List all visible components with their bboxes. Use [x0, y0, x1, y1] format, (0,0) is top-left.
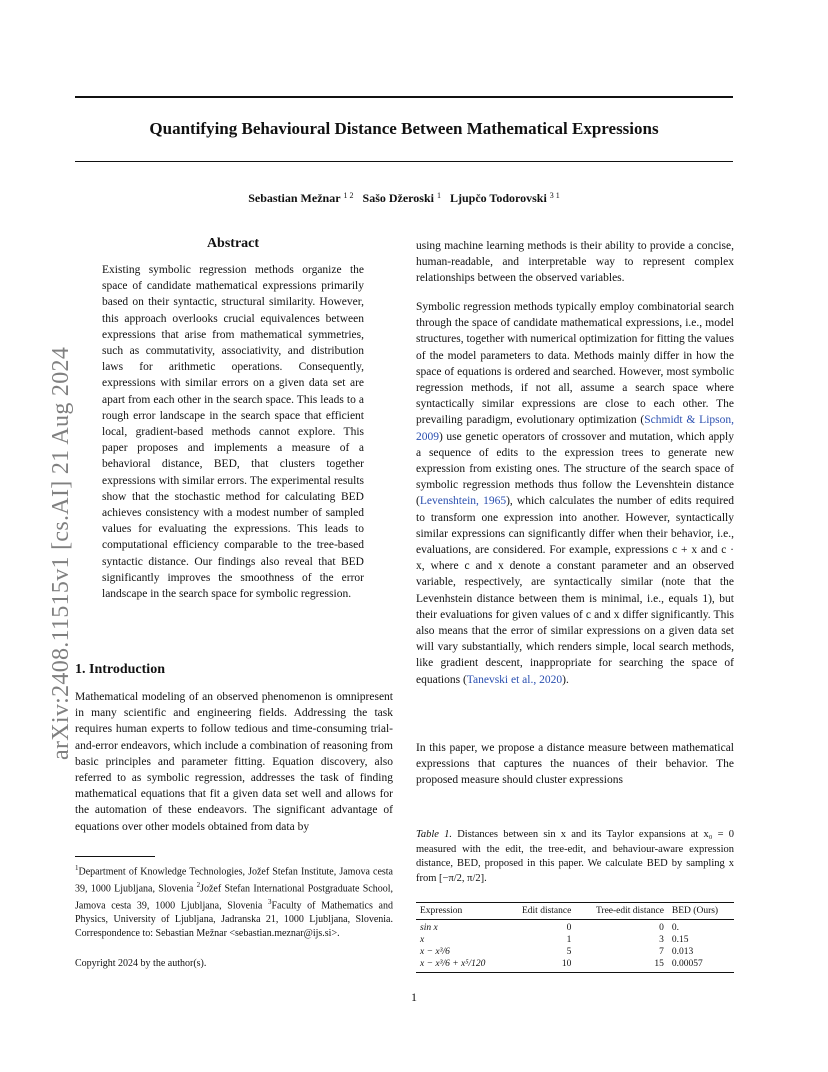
- title-rule-bottom: [75, 161, 733, 162]
- tree-edit-distance-cell: 15: [575, 958, 668, 973]
- edit-distance-cell: 0: [566, 923, 572, 933]
- expression-cell: x: [420, 935, 425, 945]
- edit-distance-cell: 1: [566, 935, 572, 945]
- affiliation-3: Faculty of Mathematics and Physics, University of Ljubljana, Jadranska 21, 1000 Ljubljana, Slovenia. Correspondence to: Sebastian Mežnar <sebastian.meznar@ijs.si>.: [75, 900, 393, 940]
- tree-edit-distance-cell: 0: [659, 923, 664, 933]
- table-header-row: [416, 903, 734, 920]
- right-column-paragraph-1: using machine learning methods is their ability to provide a concise, human-readable, and interpretable way to represent complex relationships between the observed variables.: [416, 240, 734, 285]
- abstract-text: Existing symbolic regression methods organize the space of candidate mathematical expressions primarily based on their syntactic, structural similarity. However, this approach overlooks crucial equivalences between expressions that arise from mathematical symmetries, such as commutativity, associativity, and distribution laws for arithmetic operations. Consequently, expressions with similar errors on a given data set are apart from each other in the search space. This leads to a rough error landscape in the search space that efficient local, gradient-based methods cannot explore. This paper proposes and implements a measure of a behavioral distance, BED, that clusters together expressions with similar errors. The experimental results show that the stochastic method for calculating BED achieves consistency with a modest number of sampled values for evaluating the expressions. This leads to computational efficiency comparable to the tree-based syntactic distance. Our findings also reveal that BED significantly improves the smoothness of the error landscape in the search space for symbolic regression.: [102, 264, 364, 601]
- footnote-marker: 2: [196, 881, 201, 890]
- footnote-rule: [75, 856, 155, 857]
- citation-link[interactable]: Tanevski et al., 2020: [466, 673, 563, 686]
- citation-link[interactable]: Schmidt & Lipson, 2009: [416, 414, 734, 443]
- paragraph-text: ).: [562, 673, 569, 686]
- author-affiliation: 1: [436, 191, 441, 200]
- bed-cell: 0.00057: [668, 958, 734, 973]
- author-list: [75, 191, 733, 206]
- arxiv-identifier-stamp: arXiv:2408.11515v1 [cs.AI] 21 Aug 2024: [48, 346, 74, 760]
- table-caption-text: Distances between sin x and its Taylor expansions at x₀ = 0 measured with the edit, the tree-edit, and behaviour-aware expression distance, BED, proposed in this paper. We calculate BED by sampling x from [−π/2, π/2].: [416, 829, 734, 884]
- paragraph-text: ), which calculates the number of edits required to transform one expression into another. However, syntactically similar expressions can significantly differ when their behavior, i.e., evaluations, are considered. For example, expressions c + x and c · x, where c and x denote a constant parameter and an observed variable, respectively, are syntactically similar (note that the Levenhstein distance between them is minimal, i.e., equals 1), but their evaluations for given values of c and x differ significantly. This also means that the error of similar expressions on a given data set will vary substantially, which renders simple, local search methods, like gradient descent, inappropriate for searching the space of equations (: [416, 495, 735, 686]
- table-row: [416, 920, 734, 935]
- paragraph-text: Symbolic regression methods typically employ combinatorial search through the space of candidate mathematical expressions, i.e., model structures, together with numerical optimization for fitting the values of the model parameters to data. Methods mainly differ in how the space of equations is ordered and searched. However, most symbolic regression methods, if not all, assume a search space where syntactically similar expressions are close to each other. The prevailing paradigm, evolutionary optimization (: [416, 301, 734, 427]
- affiliation-1: Department of Knowledge Technologies, Jožef Stefan Institute, Jamova cesta 39, 1000 Ljubljana, Slovenia: [75, 866, 393, 895]
- edit-distance-cell: 5: [566, 947, 572, 957]
- copyright-notice: Copyright 2024 by the author(s).: [75, 958, 207, 969]
- abstract-heading: Abstract: [206, 236, 260, 251]
- expression-cell: sin x: [420, 923, 438, 933]
- table-row: [416, 958, 734, 973]
- column-header: Expression: [416, 903, 505, 920]
- affiliation-2: Jožef Stefan International Postgraduate School, Jamova cesta 39, 1000 Ljubljana, Slovenia: [75, 883, 393, 912]
- affiliations-footnote: [75, 862, 393, 941]
- bed-cell: 0.013: [671, 947, 694, 957]
- edit-distance-cell: 10: [505, 958, 575, 973]
- author-name: Sašo Džeroski: [362, 191, 434, 205]
- tree-edit-distance-cell: 7: [659, 947, 664, 957]
- page-number: 1: [411, 990, 417, 1004]
- right-column-paragraph-3: In this paper, we propose a distance measure between mathematical expressions that captures the nuances of their behavior. The proposed measure should cluster expressions: [416, 742, 734, 787]
- footnote-marker: 1: [75, 864, 79, 872]
- table-caption: [416, 828, 734, 886]
- bed-cell: 0.15: [671, 935, 689, 945]
- expression-cell: x − x³/6 + x⁵/120: [416, 958, 505, 973]
- right-column-paragraph-2: [416, 299, 734, 688]
- paragraph-text: ) use genetic operators of crossover and mutation, which apply a sequence of edits to the expression trees to generate new expression from existing ones. The structure of the search space of symbolic regression methods thus follow the Levenshtein distance (: [416, 430, 734, 508]
- distance-table: [416, 902, 734, 973]
- footnote-marker: 3: [268, 898, 272, 907]
- bed-cell: 0.: [671, 923, 680, 933]
- tree-edit-distance-cell: 3: [659, 935, 664, 945]
- author-name: Sebastian Mežnar: [248, 191, 341, 205]
- expression-cell: x − x³/6: [420, 947, 450, 957]
- introduction-heading: 1. Introduction: [75, 662, 165, 677]
- introduction-text: Mathematical modeling of an observed phenomenon is omnipresent in many scientific and engineering fields. Addressing the task requires human experts to follow tedious and time-consuming trial-and-error endeavors, which include a combination of reasoning from basic principles and parameter fitting. Equation discovery, also referred to as symbolic regression, addresses the task of finding mathematical equations that fit a given data set well and allows for the automation of these endeavors. The significant advantage of equations over other models obtained from data by: [75, 691, 393, 833]
- author-name: Ljupčo Todorovski: [449, 191, 547, 205]
- author-affiliation: 1 2: [343, 191, 354, 200]
- citation-link[interactable]: Levenshtein, 1965: [419, 495, 507, 508]
- table-label: Table 1.: [416, 829, 453, 840]
- author-affiliation: 3 1: [549, 191, 560, 200]
- column-header: Tree-edit distance: [575, 903, 668, 920]
- table-row: [416, 934, 734, 946]
- paper-title: Quantifying Behavioural Distance Between Mathematical Expressions: [149, 119, 659, 138]
- column-header: Edit distance: [505, 903, 575, 920]
- column-header: BED (Ours): [668, 903, 734, 920]
- table-row: [416, 946, 734, 958]
- title-rule-top: [75, 96, 733, 98]
